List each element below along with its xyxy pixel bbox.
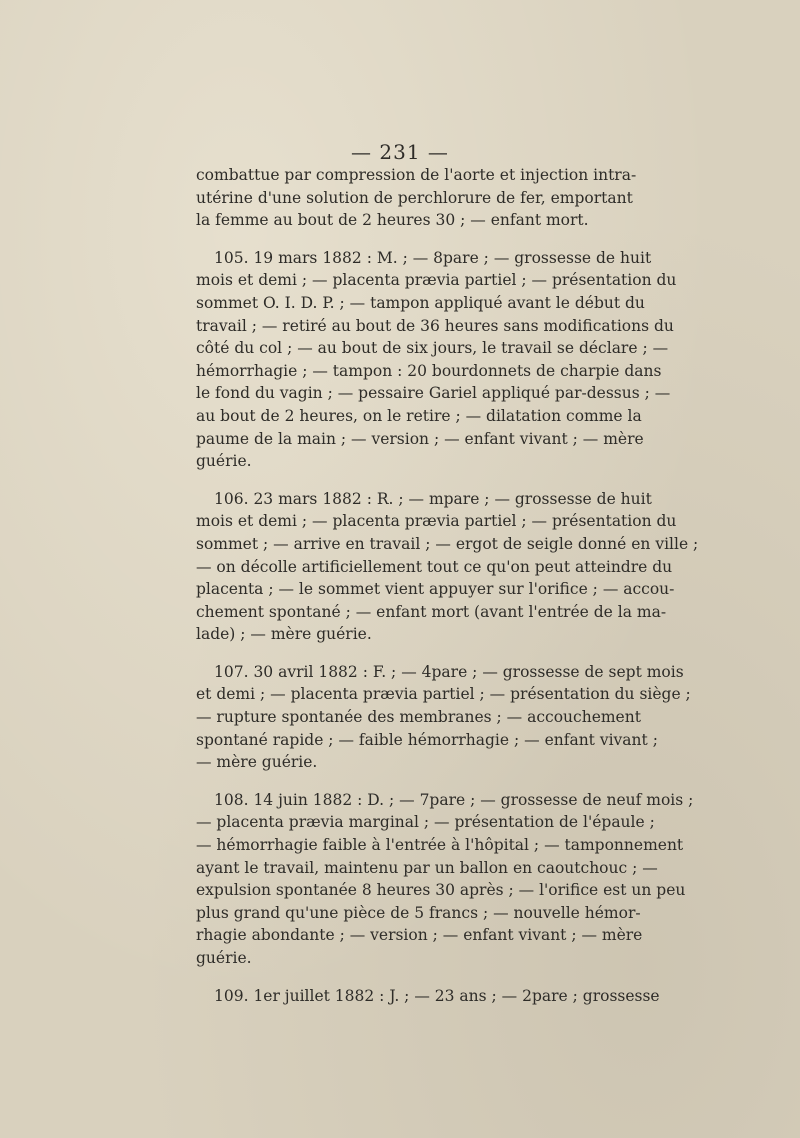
text-line: chement spontané ; — enfant mort (avant l'entrée de la ma- [196, 602, 667, 621]
text-body [196, 164, 699, 1007]
text-line: — hémorrhagie faible à l'entrée à l'hôpital ; — tamponnement [196, 836, 684, 855]
text-line: spontané rapide ; — faible hémorrhagie ; — enfant vivant ; [196, 730, 658, 749]
paragraph-continuation [196, 164, 637, 232]
text-line: — rupture spontanée des membranes ; — accouchement [196, 708, 641, 727]
text-line: — placenta prævia marginal ; — présentation de l'épaule ; [196, 813, 655, 832]
text-line: rhagie abondante ; — version ; — enfant vivant ; — mère [196, 926, 643, 945]
entry-108 [196, 789, 694, 970]
text-line: combattue par compression de l'aorte et injection intra- [196, 166, 637, 184]
text-line: placenta ; — le sommet vient appuyer sur l'orifice ; — accou- [196, 580, 675, 599]
text-line: au bout de 2 heures, on le retire ; — dilatation comme la [196, 406, 642, 425]
text-line: 109. 1er juillet 1882 : J. ; — 23 ans ; — 2pare ; grossesse [214, 986, 660, 1005]
text-line: travail ; — retiré au bout de 36 heures sans modifications du [196, 316, 674, 335]
text-line: guérie. [196, 452, 252, 471]
text-line: 107. 30 avril 1882 : F. ; — 4pare ; — grossesse de sept mois [214, 662, 684, 681]
text-line: sommet O. I. D. P. ; — tampon appliqué avant le début du [196, 293, 645, 312]
text-line: expulsion spontanée 8 heures 30 après ; — l'orifice est un peu [196, 881, 686, 900]
text-line: plus grand qu'une pièce de 5 francs ; — nouvelle hémor- [196, 903, 641, 922]
entry-106 [196, 488, 699, 646]
text-line: mois et demi ; — placenta prævia partiel ; — présentation du [196, 512, 677, 531]
text-line: paume de la main ; — version ; — enfant vivant ; — mère [196, 429, 644, 448]
text-line: le fond du vagin ; — pessaire Gariel appliqué par-dessus ; — [196, 384, 671, 403]
text-line: 108. 14 juin 1882 : D. ; — 7pare ; — grossesse de neuf mois ; [214, 790, 694, 809]
text-line: sommet ; — arrive en travail ; — ergot de seigle donné en ville ; [196, 534, 699, 553]
text-line: 106. 23 mars 1882 : R. ; — mpare ; — grossesse de huit [214, 489, 652, 508]
text-line: côté du col ; — au bout de six jours, le travail se déclare ; — [196, 339, 669, 358]
text-line: guérie. [196, 949, 252, 967]
text-line: et demi ; — placenta prævia partiel ; — présentation du siège ; [196, 685, 691, 704]
text-line: utérine d'une solution de perchlorure de fer, emportant [196, 188, 633, 207]
page-number: — 231 — [351, 140, 449, 164]
entry-109 [196, 985, 660, 1008]
text-line: la femme au bout de 2 heures 30 ; — enfant mort. [196, 211, 589, 230]
entry-107 [196, 661, 691, 774]
entry-105 [196, 247, 677, 473]
text-line: ayant le travail, maintenu par un ballon en caoutchouc ; — [196, 858, 658, 877]
text-line: — on décolle artificiellement tout ce qu'on peut atteindre du [196, 557, 673, 576]
text-line: lade) ; — mère guérie. [196, 625, 372, 644]
text-line: — mère guérie. [196, 753, 318, 772]
text-line: hémorrhagie ; — tampon : 20 bourdonnets de charpie dans [196, 361, 662, 380]
text-line: 105. 19 mars 1882 : M. ; — 8pare ; — grossesse de huit [214, 248, 652, 267]
text-line: mois et demi ; — placenta prævia partiel ; — présentation du [196, 271, 677, 290]
